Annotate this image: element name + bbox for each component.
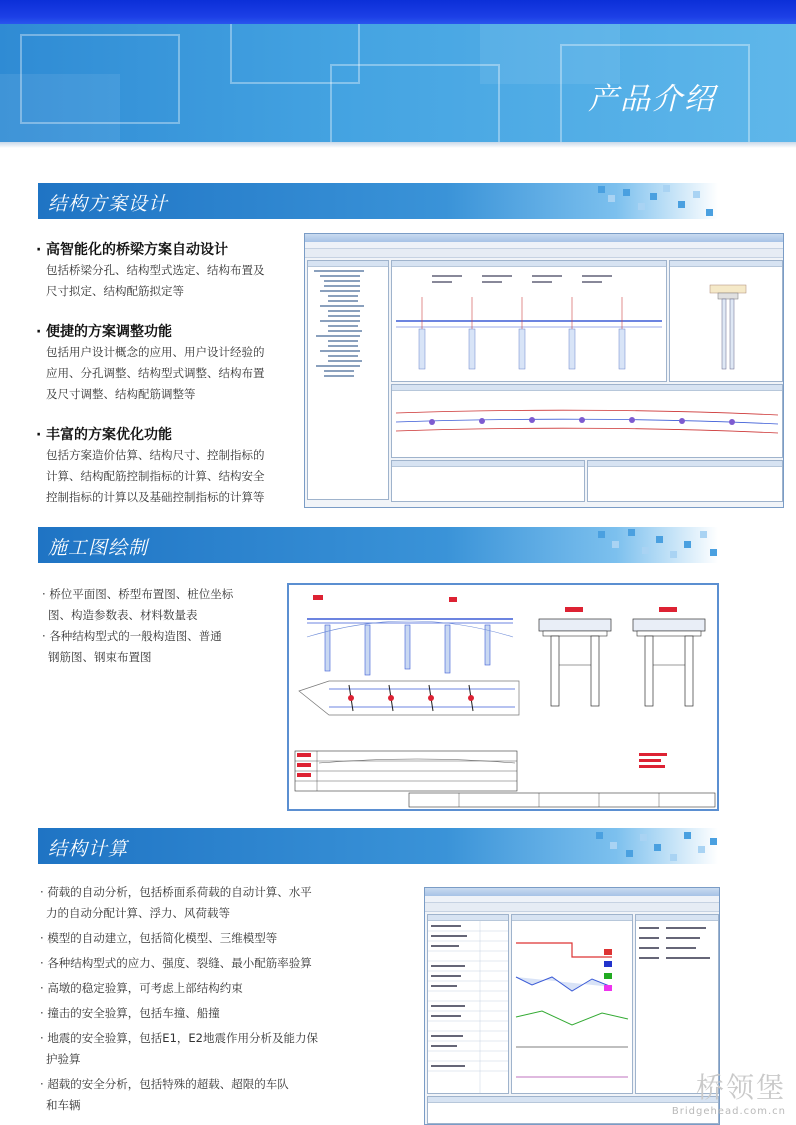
section-title: 结构方案设计 [48, 193, 169, 215]
construction-drawing-screenshot [287, 583, 719, 811]
feature-line: 各种结构型式的应力、强度、裂缝、最小配筋率验算 [47, 956, 312, 970]
feature-heading: 丰富的方案优化功能 [46, 427, 172, 443]
feature-item: · 荷载的自动分析，包括桥面系荷载的自动计算、水平 力的自动分配计算、浮力、风荷载等 [40, 882, 350, 924]
feature-desc-line: 应用、分孔调整、结构型式调整、结构布置 [46, 366, 265, 380]
feature-item: · 各种结构型式的应力、强度、裂缝、最小配筋率验算 [40, 956, 312, 970]
pier-section-view [669, 260, 783, 382]
message-panel [587, 460, 783, 502]
feature-desc-line: 包括桥梁分孔、结构型式选定、结构布置及 [46, 263, 265, 277]
section-banner-drawing [38, 527, 718, 563]
feature-line: 和车辆 [46, 1098, 81, 1112]
feature-item: · 高智能化的桥梁方案自动设计 包括桥梁分孔、结构型式选定、结构布置及 尺寸拟定、结构配筋拟定等 [36, 240, 306, 302]
feature-line: 荷载的自动分析，包括桥面系荷载的自动计算、水平 [47, 885, 312, 899]
feature-item: · 高墩的稳定验算，可考虑上部结构约束 [40, 981, 243, 995]
page-header [0, 24, 796, 142]
calculation-feature-list [40, 882, 350, 1116]
feature-item: · 撞击的安全验算，包括车撞、船撞 [40, 1006, 220, 1020]
section-title: 施工图绘制 [48, 537, 149, 559]
feature-item: · 桥位平面图、桥型布置图、桩位坐标 图、构造参数表、材料数量表 [42, 584, 262, 626]
feature-item: · 便捷的方案调整功能 包括用户设计概念的应用、用户设计经验的 应用、分孔调整、结构型式调整、结构布置 及尺寸调整、结构配筋调整等 [36, 322, 306, 405]
page-title: 产品介绍 [588, 82, 716, 117]
feature-item: · 超载的安全分析，包括特殊的超载、超限的车队 和车辆 [40, 1074, 350, 1116]
design-feature-list [36, 240, 306, 508]
feature-line: 力的自动分配计算、浮力、风荷载等 [46, 906, 230, 920]
decor-square [330, 64, 500, 142]
watermark [672, 1066, 786, 1117]
watermark-url: Bridgehead.com.cn [671, 1106, 786, 1117]
plan-view [391, 384, 783, 458]
feature-desc-line: 控制指标的计算以及基础控制指标的计算等 [46, 490, 265, 504]
parameter-panel [427, 914, 509, 1094]
feature-line: 模型的自动建立，包括简化模型、三维模型等 [47, 931, 278, 945]
feature-line: 护验算 [46, 1052, 81, 1066]
feature-line: 地震的安全验算，包括E1，E2地震作用分析及能力保 [47, 1031, 318, 1045]
feature-line: 高墩的稳定验算，可考虑上部结构约束 [47, 981, 243, 995]
diagram-panel [511, 914, 633, 1094]
decor-block [0, 74, 120, 142]
feature-desc-line: 尺寸拟定、结构配筋拟定等 [46, 284, 184, 298]
feature-line: 各种结构型式的一般构造图、普通 [49, 629, 222, 643]
feature-desc-line: 包括用户设计概念的应用、用户设计经验的 [46, 345, 265, 359]
feature-desc-line: 计算、结构配筋控制指标的计算、结构安全 [46, 469, 265, 483]
elevation-view [391, 260, 667, 382]
feature-item: · 各种结构型式的一般构造图、普通 钢筋图、钢束布置图 [42, 626, 262, 668]
design-software-screenshot [304, 233, 784, 508]
output-panel [391, 460, 585, 502]
section-banner-calculation [38, 828, 718, 864]
header-shadow [0, 142, 796, 148]
feature-line: 超载的安全分析，包括特殊的超载、超限的车队 [47, 1077, 289, 1091]
watermark-logo-text: 桥领堡 [695, 1071, 786, 1104]
section-title: 结构计算 [48, 838, 129, 860]
top-color-band [0, 0, 796, 24]
feature-item: · 丰富的方案优化功能 包括方案造价估算、结构尺寸、控制指标的 计算、结构配筋控制指标的计算、结构安全 控制指标的计算以及基础控制指标的计算等 [36, 425, 306, 508]
feature-line: 图、构造参数表、材料数量表 [48, 608, 198, 622]
feature-desc-line: 包括方案造价估算、结构尺寸、控制指标的 [46, 448, 265, 462]
section-banner-design [38, 183, 718, 219]
tree-panel [307, 260, 389, 500]
feature-heading: 便捷的方案调整功能 [46, 324, 172, 340]
feature-line: 桥位平面图、桥型布置图、桩位坐标 [49, 587, 234, 601]
drawing-feature-list [42, 584, 262, 668]
feature-item: · 地震的安全验算，包括E1，E2地震作用分析及能力保 护验算 [40, 1028, 350, 1070]
feature-heading: 高智能化的桥梁方案自动设计 [46, 242, 228, 258]
feature-line: 钢筋图、钢束布置图 [48, 650, 152, 664]
feature-item: · 模型的自动建立，包括简化模型、三维模型等 [40, 931, 278, 945]
feature-desc-line: 及尺寸调整、结构配筋调整等 [46, 387, 196, 401]
feature-line: 撞击的安全验算，包括车撞、船撞 [47, 1006, 220, 1020]
